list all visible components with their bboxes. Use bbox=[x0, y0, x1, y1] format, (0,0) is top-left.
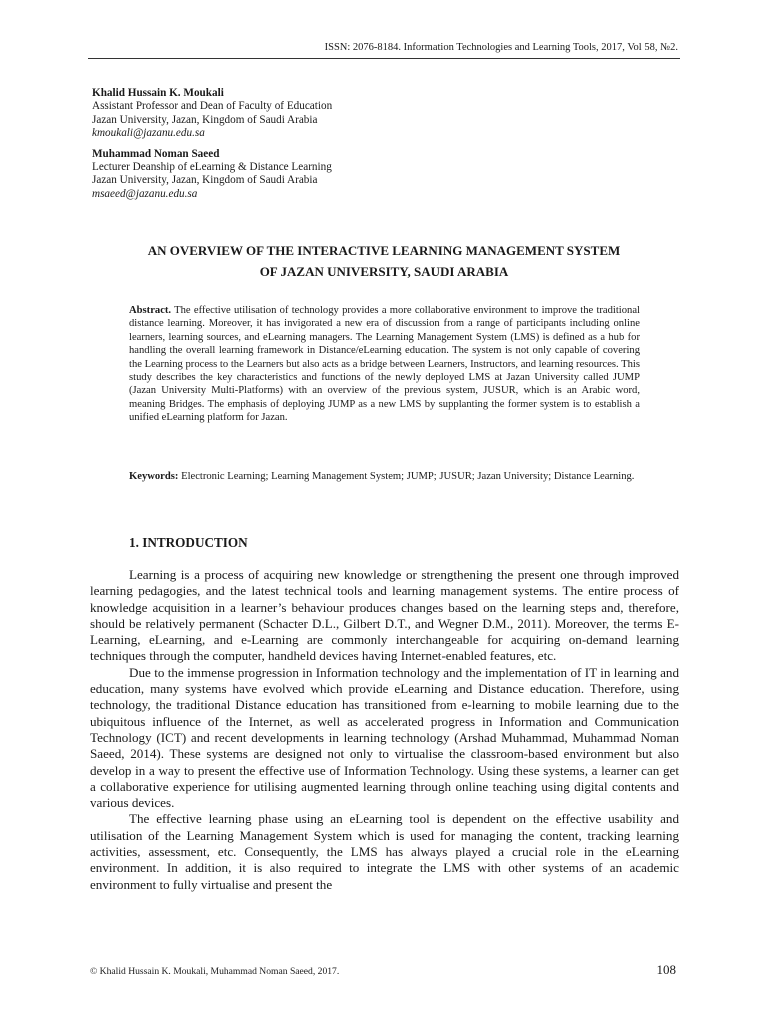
footer-copyright: © Khalid Hussain K. Moukali, Muhammad Noman Saeed, 2017. bbox=[90, 966, 340, 977]
author-2 bbox=[92, 148, 652, 202]
section-heading: 1. INTRODUCTION bbox=[129, 535, 248, 550]
section-body bbox=[90, 567, 679, 893]
author-block bbox=[92, 87, 652, 208]
author-email[interactable]: msaeed@jazanu.edu.sa bbox=[92, 187, 198, 200]
header-rule bbox=[88, 58, 680, 59]
author-affiliation: Jazan University, Jazan, Kingdom of Saudi Arabia bbox=[92, 174, 318, 187]
author-affiliation: Jazan University, Jazan, Kingdom of Saudi Arabia bbox=[92, 113, 318, 126]
page-number: 108 bbox=[656, 962, 676, 977]
author-email[interactable]: kmoukali@jazanu.edu.sa bbox=[92, 127, 205, 140]
author-position: Lecturer Deanship of eLearning & Distance Learning bbox=[92, 161, 332, 174]
paragraph: The effective learning phase using an eLearning tool is dependent on the effective usability and utilisation of the Learning Management System which is used for managing the content, tracking learning activities, assessment, etc. Consequently, the LMS has always played a crucial role in the eLearning environment. In addition, it is also required to integrate the LMS with other systems of an academic environment to fully virtualise and present the bbox=[90, 811, 679, 892]
author-name: Khalid Hussain K. Moukali bbox=[92, 87, 224, 99]
author-name: Muhammad Noman Saeed bbox=[92, 147, 220, 160]
title-line-2: OF JAZAN UNIVERSITY, SAUDI ARABIA bbox=[259, 264, 509, 279]
author-1 bbox=[92, 87, 652, 141]
keywords-label: Keywords: bbox=[129, 471, 179, 482]
running-head: ISSN: 2076-8184. Information Technologies and Learning Tools, 2017, Vol 58, №2. bbox=[324, 42, 678, 53]
paragraph: Learning is a process of acquiring new knowledge or strengthening the present one through improved learning pedagogies, and the latest technical tools and learning management systems. The entire process of knowledge acquisition in a learner’s behaviour produces changes based on the learning steps and, therefore, should be relatively permanent (Schacter D.L., Gilbert D.T., and Wegner D.M., 2011). Moreover, the terms E-Learning, eLearning, and e-Learning are commonly interchangeable for acquiring on-demand learning techniques through the computer, handheld devices having Internet-enabled features, etc. bbox=[90, 567, 679, 664]
abstract-text: The effective utilisation of technology provides a more collaborative environment to improve the traditional distance learning. Moreover, it has invigorated a new era of discussion from a range of participants including online learners, learning sources, and eLearning managers. The Learning Management System (LMS) is defined as a hub for handling the overall learning framework in Distance/eLearning education. The system is not only capable of covering the Learning process to the Learners but also acts as a bridge between Learners, Instructors, and learning resources. This study describes the key characteristics and functions of the newly deployed LMS at Jazan University called JUMP (Jazan University Multi-Platforms) with an overview of the previous system, JUSUR, which is an Arabic word, meaning Bridges. The emphasis of deploying JUMP as a new LMS by supplanting the former system is to establish a unified eLearning platform for Jazan. bbox=[129, 305, 640, 424]
abstract bbox=[129, 304, 640, 425]
paragraph: Due to the immense progression in Information technology and the implementation of IT in learning and education, many systems have evolved which provide eLearning and Distance education. Therefore, using technology, the traditional Distance education has transitioned from e-learning to mobile learning due to the ubiquitous influence of the Internet, as well as accelerated progress in Information and Communication Technology (ICT) and recent developments in learning technology (Arshad Muhammad, Muhammad Noman Saeed, 2014). These systems are designed not only to virtualise the classroom-based environment but also develop in a way to present the effective use of Information Technology. Using these systems, a learner can get a collaborative experience for utilising augmented learning through online teaching using digital contents and various devices. bbox=[90, 664, 679, 811]
keywords bbox=[129, 470, 640, 483]
title-line-1: AN OVERVIEW OF THE INTERACTIVE LEARNING MANAGEMENT SYSTEM bbox=[147, 243, 621, 258]
author-position: Assistant Professor and Dean of Faculty of Education bbox=[92, 100, 333, 113]
abstract-label: Abstract. bbox=[129, 305, 172, 316]
keywords-text: Electronic Learning; Learning Management System; JUMP; JUSUR; Jazan University; Distance Learning. bbox=[181, 471, 635, 482]
paper-title bbox=[88, 240, 680, 282]
